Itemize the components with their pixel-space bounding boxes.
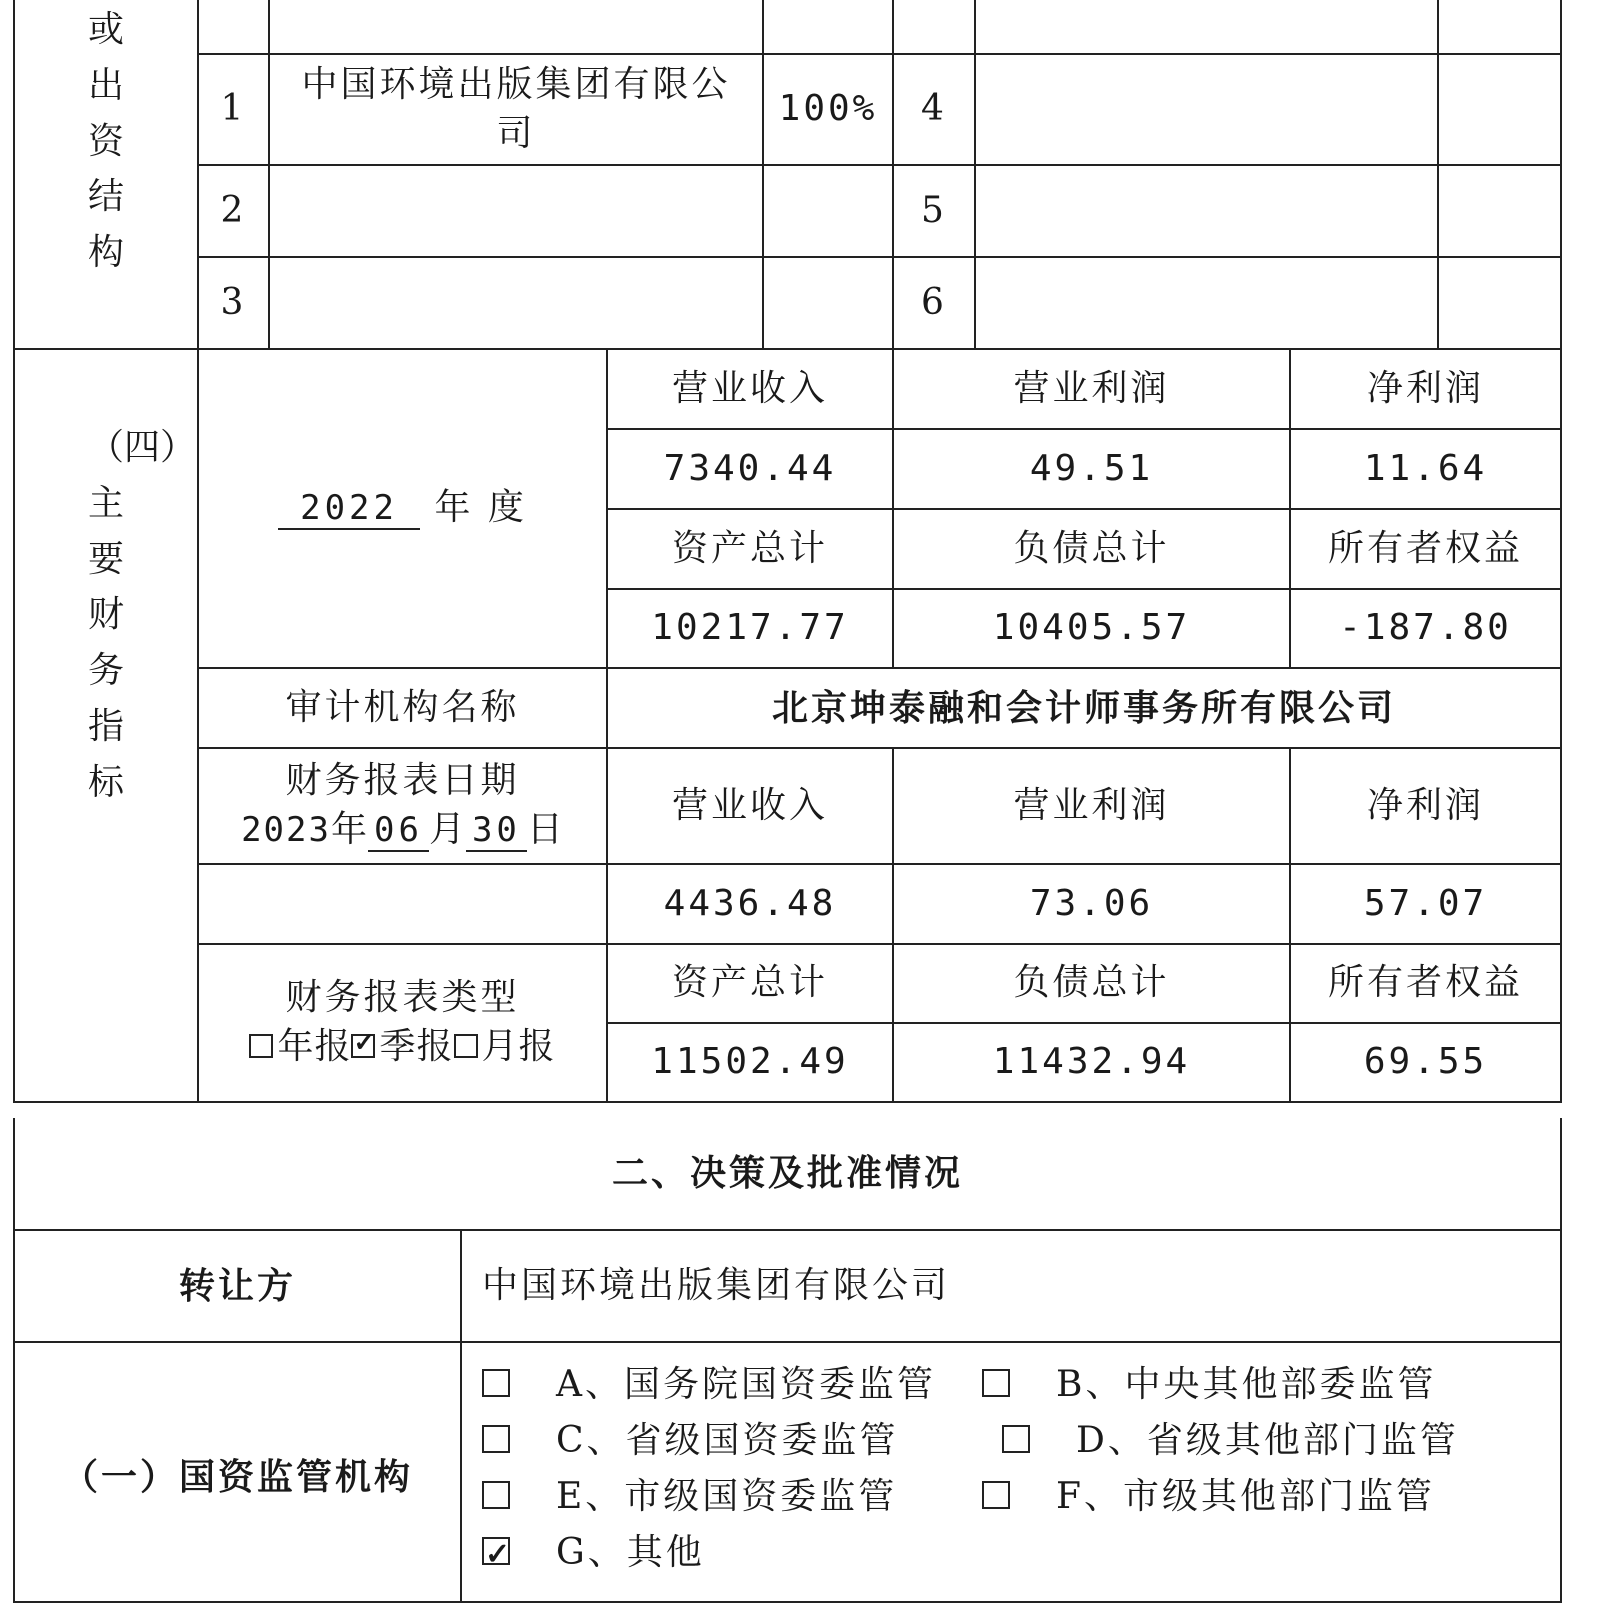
period-month: 06 bbox=[368, 811, 429, 852]
shareholder-header-row bbox=[14, 0, 1561, 54]
fin-value: 7340.44 bbox=[607, 429, 893, 509]
header-ratio-cell bbox=[763, 0, 893, 54]
annual-year: 2022 bbox=[278, 489, 420, 530]
regulator-option-f[interactable]: F、市级其他部门监管 bbox=[982, 1469, 1502, 1525]
fin-value: 10405.57 bbox=[893, 589, 1290, 668]
transferor-name: 中国环境出版集团有限公司 bbox=[461, 1230, 1561, 1342]
regulator-option-d[interactable]: D、省级其他部门监管 bbox=[1002, 1413, 1502, 1469]
report-type-cell bbox=[198, 944, 607, 1102]
transferor-label: 转让方 bbox=[14, 1230, 461, 1342]
fin-header: 营业利润 bbox=[893, 349, 1290, 429]
shareholder-ratio bbox=[763, 257, 893, 349]
regulator-option-g[interactable]: ✓G、其他 bbox=[482, 1525, 1002, 1581]
regulator-option-c[interactable]: C、省级国资委监管 bbox=[482, 1413, 1002, 1469]
fin-header: 营业利润 bbox=[893, 748, 1290, 864]
fin-header: 营业收入 bbox=[607, 349, 893, 429]
auditor-label: 审计机构名称 bbox=[198, 668, 607, 748]
shareholder-ratio-2 bbox=[1438, 165, 1561, 257]
auditor-name: 北京坤泰融和会计师事务所有限公司 bbox=[607, 668, 1561, 748]
report-type-options: 年报✓ 季报 月报 bbox=[199, 1023, 606, 1072]
checkbox[interactable] bbox=[1002, 1425, 1030, 1453]
fin-value: 10217.77 bbox=[607, 589, 893, 668]
checkbox[interactable] bbox=[482, 1369, 510, 1397]
shareholder-ratio: 100% bbox=[763, 54, 893, 165]
regulator-option-e[interactable]: E、市级国资委监管 bbox=[482, 1469, 982, 1525]
header-name-cell-2 bbox=[975, 0, 1438, 54]
fin-value: 49.51 bbox=[893, 429, 1290, 509]
period-day: 30 bbox=[466, 811, 527, 852]
checkbox[interactable] bbox=[982, 1369, 1010, 1397]
regulator-option-b[interactable]: B、中央其他部委监管 bbox=[982, 1357, 1502, 1413]
decision-table bbox=[13, 1118, 1562, 1603]
period-blank-cell bbox=[198, 864, 607, 944]
fin-header: 负债总计 bbox=[893, 509, 1290, 589]
financial-section-continue bbox=[14, 944, 198, 1102]
fin-value: 73.06 bbox=[893, 864, 1290, 944]
fin-value: 69.55 bbox=[1290, 1023, 1561, 1102]
shareholder-no: 2 bbox=[198, 165, 269, 257]
period-date-label: 财务报表日期 bbox=[285, 760, 520, 802]
checkbox[interactable] bbox=[482, 1481, 510, 1509]
period-date: 2023年 06 月 30 日 bbox=[199, 806, 606, 855]
shareholder-ratio-2 bbox=[1438, 257, 1561, 349]
fin-value: 57.07 bbox=[1290, 864, 1561, 944]
period-header-row-2 bbox=[14, 944, 1561, 1023]
period-header-row bbox=[14, 748, 1561, 864]
fin-header: 资产总计 bbox=[607, 509, 893, 589]
shareholder-name: 中国环境出版集团有限公司 bbox=[269, 54, 763, 165]
shareholder-no: 1 bbox=[198, 54, 269, 165]
fin-header: 净利润 bbox=[1290, 748, 1561, 864]
fin-header: 资产总计 bbox=[607, 944, 893, 1023]
shareholder-row bbox=[14, 257, 1561, 349]
shareholder-name-2 bbox=[975, 165, 1438, 257]
checkbox[interactable] bbox=[482, 1425, 510, 1453]
fin-value: 11.64 bbox=[1290, 429, 1561, 509]
header-number-cell-2 bbox=[893, 0, 975, 54]
fin-header: 净利润 bbox=[1290, 349, 1561, 429]
auditor-row bbox=[14, 668, 1561, 748]
shareholder-name-2 bbox=[975, 257, 1438, 349]
shareholder-name-2 bbox=[975, 54, 1438, 165]
shareholder-ratio-2 bbox=[1438, 54, 1561, 165]
period-date-cell bbox=[198, 748, 607, 864]
shareholder-row bbox=[14, 54, 1561, 165]
period-values-row bbox=[14, 864, 1561, 944]
shareholder-name bbox=[269, 165, 763, 257]
fin-value: 4436.48 bbox=[607, 864, 893, 944]
annual-header-row bbox=[14, 349, 1561, 429]
period-year: 2023 bbox=[241, 810, 331, 850]
annual-year-cell bbox=[198, 349, 607, 668]
fin-header: 负债总计 bbox=[893, 944, 1290, 1023]
report-type-label: 财务报表类型 bbox=[285, 977, 520, 1019]
fin-value: 11432.94 bbox=[893, 1023, 1290, 1102]
header-name-cell bbox=[269, 0, 763, 54]
report-type-quarterly-checkbox[interactable] bbox=[351, 1034, 375, 1058]
shareholder-ratio bbox=[763, 165, 893, 257]
header-ratio-cell-2 bbox=[1438, 0, 1561, 54]
checkbox[interactable] bbox=[982, 1481, 1010, 1509]
fin-header: 所有者权益 bbox=[1290, 944, 1561, 1023]
report-type-monthly-checkbox[interactable] bbox=[454, 1034, 478, 1058]
regulator-label: （一）国资监管机构 bbox=[14, 1342, 461, 1602]
checkbox-checked[interactable] bbox=[482, 1537, 510, 1565]
decision-title-row bbox=[14, 1118, 1561, 1230]
shareholder-section-label: 或出资结构 bbox=[14, 0, 198, 349]
disclosure-table bbox=[13, 0, 1562, 1103]
shareholder-no-2: 5 bbox=[893, 165, 975, 257]
regulator-row bbox=[14, 1342, 1561, 1602]
shareholder-row bbox=[14, 165, 1561, 257]
transferor-row bbox=[14, 1230, 1561, 1342]
regulator-option-a[interactable]: A、国务院国资委监管 bbox=[482, 1357, 982, 1413]
financial-section-label: （四）主要财务指标 bbox=[14, 349, 198, 944]
fin-value: 11502.49 bbox=[607, 1023, 893, 1102]
fin-header: 所有者权益 bbox=[1290, 509, 1561, 589]
shareholder-name bbox=[269, 257, 763, 349]
report-type-annual-checkbox[interactable] bbox=[249, 1034, 273, 1058]
annual-year-suffix: 年 度 bbox=[434, 487, 527, 529]
fin-header: 营业收入 bbox=[607, 748, 893, 864]
section-title: 二、决策及批准情况 bbox=[14, 1118, 1561, 1230]
shareholder-no-2: 4 bbox=[893, 54, 975, 165]
shareholder-no: 3 bbox=[198, 257, 269, 349]
shareholder-no-2: 6 bbox=[893, 257, 975, 349]
fin-value: -187.80 bbox=[1290, 589, 1561, 668]
header-number-cell bbox=[198, 0, 269, 54]
regulator-options bbox=[461, 1342, 1561, 1602]
